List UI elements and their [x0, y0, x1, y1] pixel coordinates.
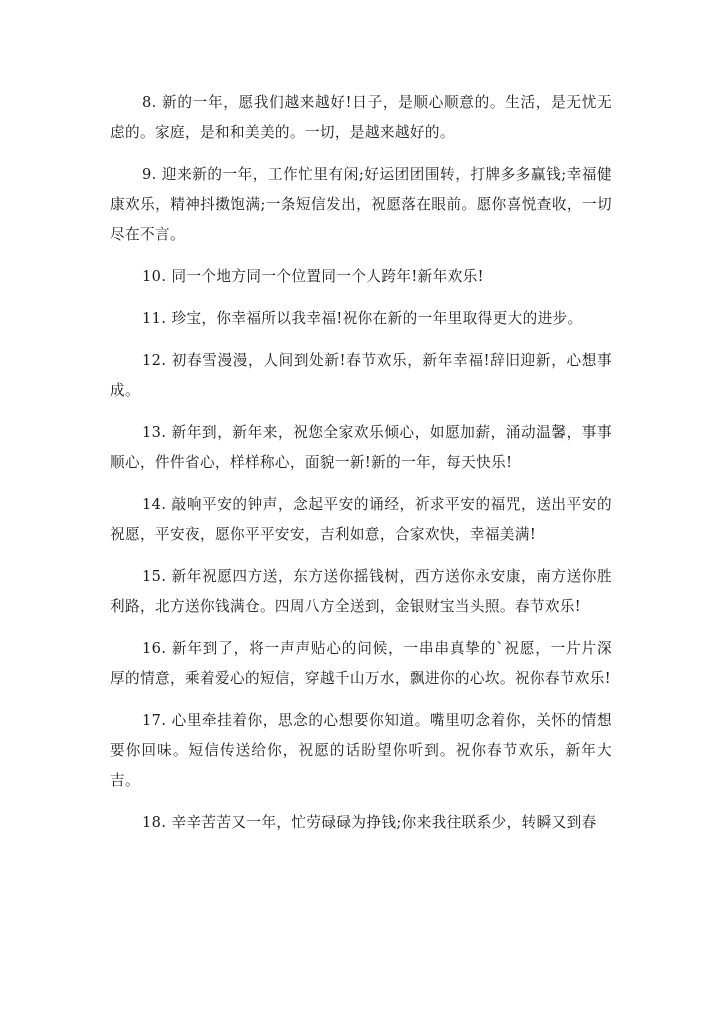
paragraph-12: 12. 初春雪漫漫，人间到处新!春节欢乐，新年幸福!辞旧迎新，心想事成。: [110, 352, 612, 399]
paragraph-13: 13. 新年到，新年来，祝您全家欢乐倾心，如愿加薪，涌动温馨，事事顺心，件件省心，样样称心，面貌一新!新的一年，每天快乐!: [110, 424, 612, 471]
paragraph-14: 14. 敲响平安的钟声，念起平安的诵经，祈求平安的福咒，送出平安的祝愿，平安夜，愿你平平安安，吉利如意，合家欢快，幸福美满!: [110, 496, 612, 543]
paragraph-17: 17. 心里牵挂着你，思念的心想要你知道。嘴里叨念着你，关怀的情想要你回味。短信传送给你，祝愿的话盼望你听到。祝你春节欢乐，新年大吉。: [110, 712, 612, 789]
paragraph-11: 11. 珍宝，你幸福所以我幸福!祝你在新的一年里取得更大的进步。: [142, 310, 583, 327]
paragraph-15: 15. 新年祝愿四方送，东方送你摇钱树，西方送你永安康，南方送你胜利路，北方送你钱满仓。四周八方全送到，金银财宝当头照。春节欢乐!: [110, 568, 612, 615]
paragraph-10: 10. 同一个地方同一个位置同一个人跨年!新年欢乐!: [142, 268, 484, 285]
paragraph-18: 18. 辛辛苦苦又一年，忙劳碌碌为挣钱;你来我往联系少，转瞬又到春: [142, 814, 597, 831]
paragraph-16: 16. 新年到了，将一声声贴心的问候，一串串真挚的`祝愿，一片片深厚的情意，乘着爱心的短信，穿越千山万水，飘进你的心坎。祝你春节欢乐!: [110, 640, 612, 687]
document-body: [110, 88, 612, 850]
paragraph-9: 9. 迎来新的一年，工作忙里有闲;好运团团围转，打牌多多赢钱;幸福健康欢乐，精神抖擞饱满;一条短信发出，祝愿落在眼前。愿你喜悦查收，一切尽在不言。: [110, 166, 612, 243]
paragraph-8: 8. 新的一年，愿我们越来越好!日子，是顺心顺意的。生活，是无忧无虑的。家庭，是和和美美的。一切，是越来越好的。: [110, 94, 612, 141]
